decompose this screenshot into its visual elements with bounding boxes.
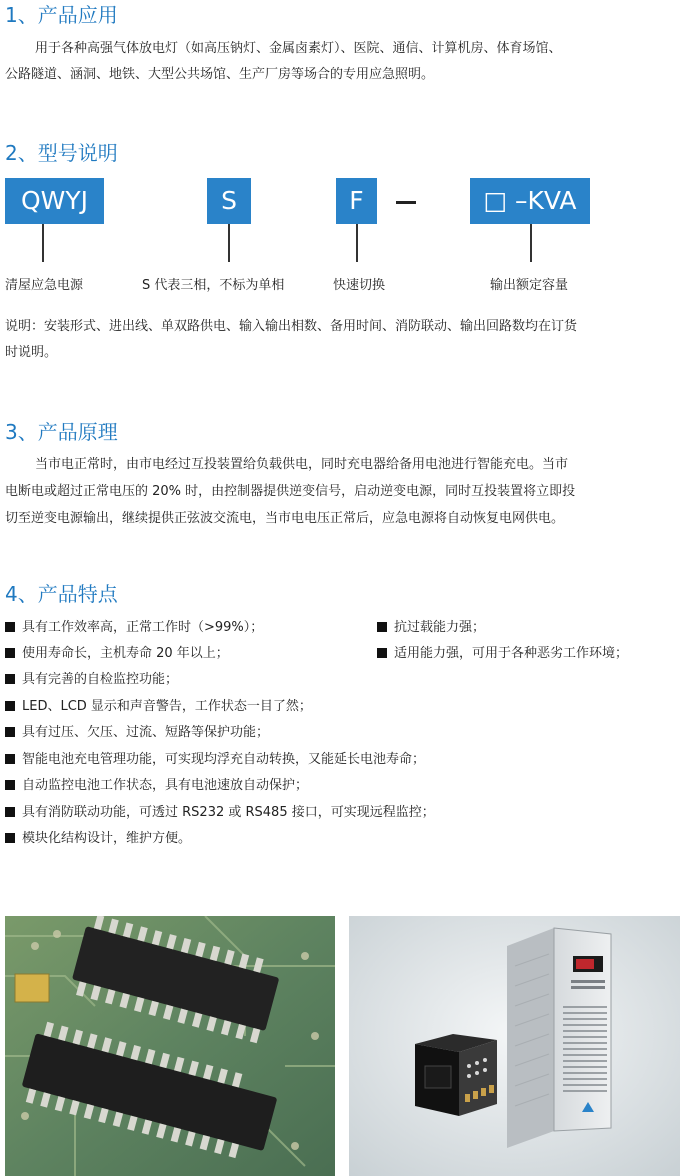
feature-item: LED、LCD 显示和声音警告，工作状态一目了然； (5, 694, 312, 720)
section-title-application: 1、产品应用 (5, 3, 118, 27)
application-text-line2: 公路隧道、涵洞、地铁、大型公共场馆、生产厂房等场合的专用应急照明。 (5, 67, 435, 82)
connector-line (228, 224, 230, 262)
feature-item: 适用能力强，可用于各种恶劣工作环境； (377, 641, 628, 667)
principle-text-line1: 当市电正常时，由市电经过互投装置给负载供电，同时充电器给备用电池进行智能充电。当市 (35, 457, 569, 472)
square-bullet-icon (5, 754, 15, 764)
model-label-phase: S 代表三相，不标为单相 (142, 278, 285, 293)
section-title-features: 4、产品特点 (5, 582, 118, 606)
connector-line (530, 224, 532, 262)
model-code-capacity: □ –KVA (470, 178, 590, 224)
feature-item: 抗过载能力强； (377, 615, 485, 641)
square-bullet-icon (5, 622, 15, 632)
connector-line (42, 224, 44, 262)
model-separator-dash (396, 201, 416, 204)
feature-item: 自动监控电池工作状态，具有电池速放自动保护； (5, 773, 308, 799)
square-bullet-icon (5, 674, 15, 684)
square-bullet-icon (5, 701, 15, 711)
square-bullet-icon (5, 648, 15, 658)
model-label-series: 清屋应急电源 (5, 278, 84, 293)
feature-item: 具有消防联动功能，可透过 RS232 或 RS485 接口，可实现远程监控； (5, 800, 435, 826)
feature-item: 具有完善的自检监控功能； (5, 667, 178, 693)
model-code-phase: S (207, 178, 251, 224)
feature-item: 智能电池充电管理功能，可实现均浮充自动转换，又能延长电池寿命； (5, 747, 425, 773)
section-title-model: 2、型号说明 (5, 141, 118, 165)
principle-text-line2: 电断电或超过正常电压的 20% 时，由控制器提供逆变信号，启动逆变电源，同时互投装置将立即投 (5, 484, 576, 499)
square-bullet-icon (5, 807, 15, 817)
principle-text-line3: 切至逆变电源输出，继续提供正弦波交流电，当市电电压正常后，应急电源将自动恢复电网供电。 (5, 511, 565, 526)
square-bullet-icon (5, 727, 15, 737)
feature-item: 具有工作效率高，正常工作时（>99%）； (5, 615, 263, 641)
feature-item: 使用寿命长，主机寿命 20 年以上； (5, 641, 229, 667)
power-supply-product-photo (349, 916, 680, 1176)
model-code-switch: F (336, 178, 377, 224)
model-label-switch: 快速切换 (333, 278, 386, 293)
square-bullet-icon (5, 833, 15, 843)
model-note-line1: 说明：安装形式、进出线、单双路供电、输入输出相数、备用时间、消防联动、输出回路数均在订货 (5, 319, 578, 334)
square-bullet-icon (5, 780, 15, 790)
square-bullet-icon (377, 648, 387, 658)
feature-item: 模块化结构设计，维护方便。 (5, 826, 191, 852)
square-bullet-icon (377, 622, 387, 632)
model-label-capacity: 输出额定容量 (490, 278, 569, 293)
circuit-board-photo (5, 916, 335, 1176)
model-code-series: QWYJ (5, 178, 104, 224)
model-note-line2: 时说明。 (5, 345, 58, 360)
feature-item: 具有过压、欠压、过流、短路等保护功能； (5, 720, 269, 746)
connector-line (356, 224, 358, 262)
section-title-principle: 3、产品原理 (5, 420, 118, 444)
application-text-line1: 用于各种高强气体放电灯（如高压钠灯、金属卤素灯）、医院、通信、计算机房、体育场馆、 (35, 41, 562, 56)
